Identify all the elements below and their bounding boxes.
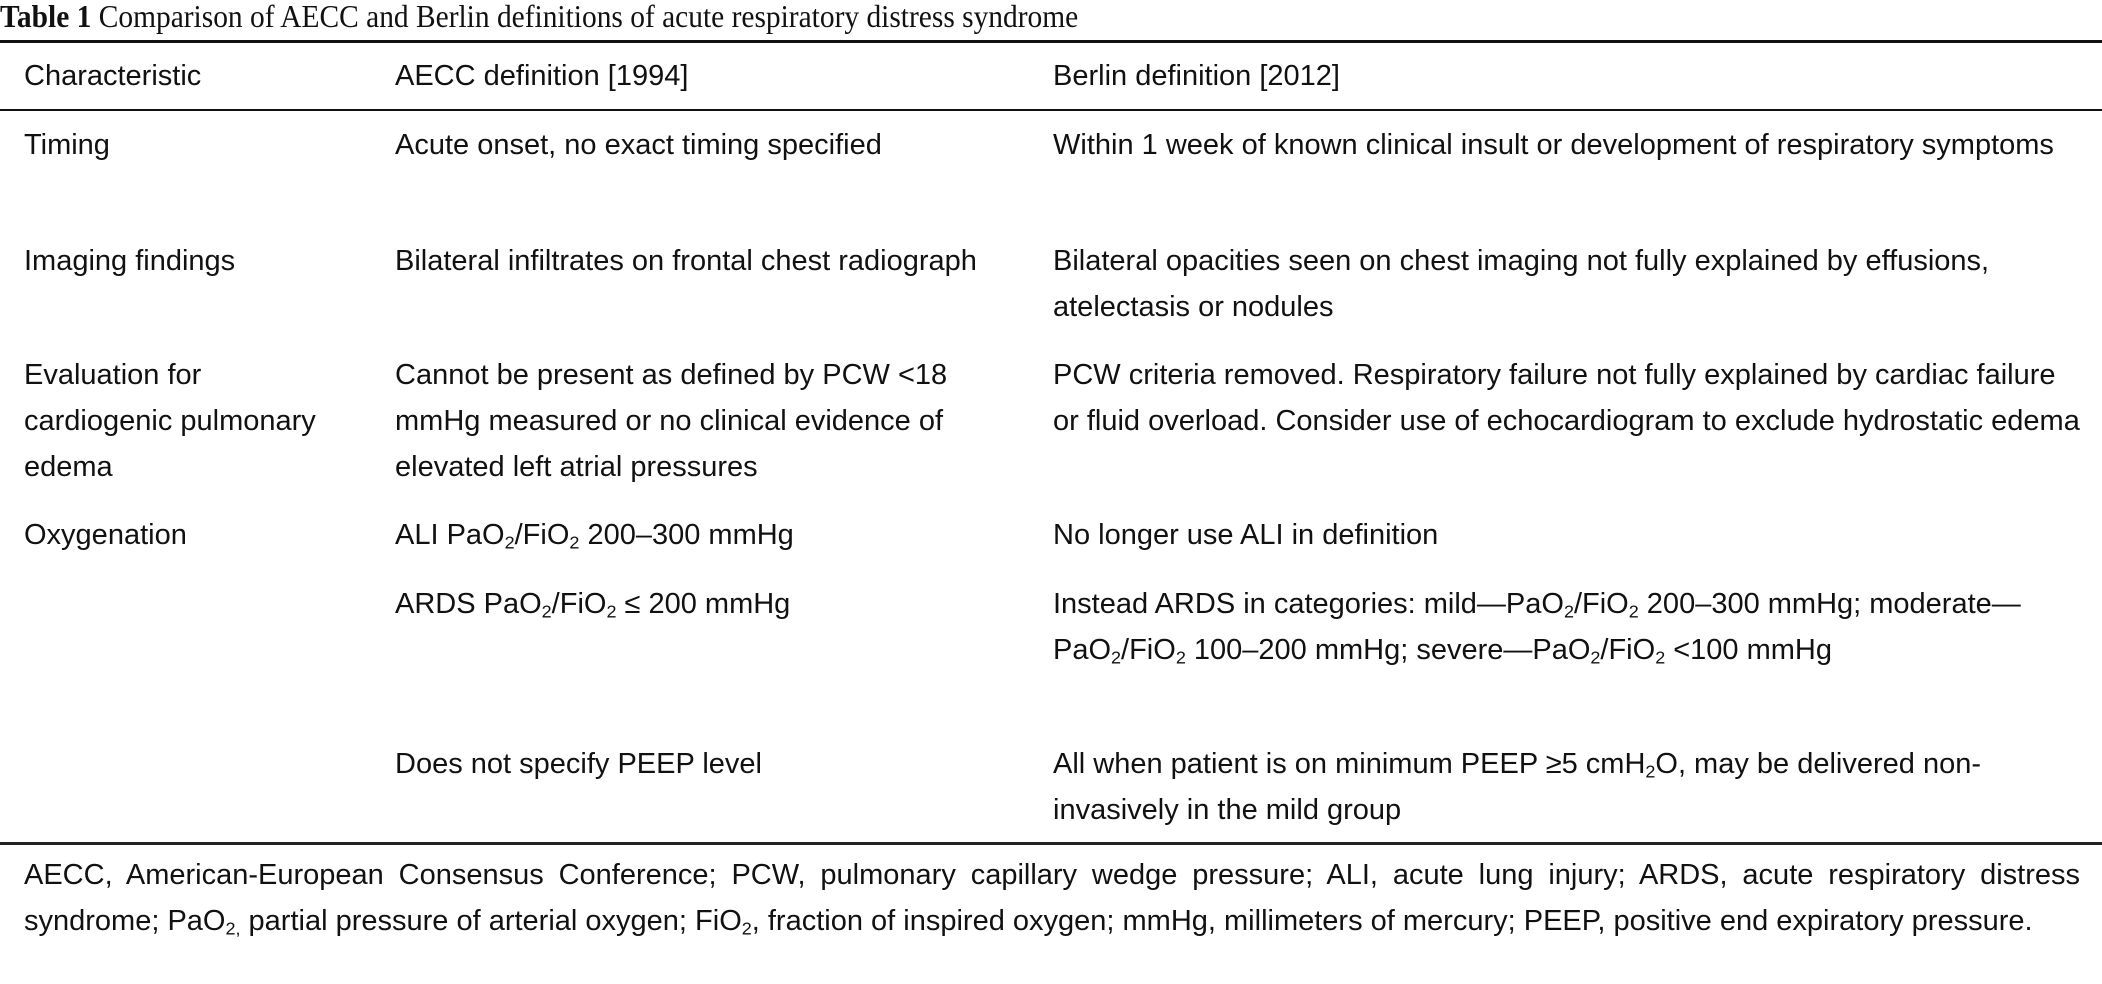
- row-characteristic: Imaging findings: [24, 245, 236, 277]
- bottom-rule: [0, 842, 2102, 845]
- header-berlin: Berlin definition [2012]: [1053, 60, 1340, 92]
- row-aecc: ALI PaO$_2$/FiO$_2$ 200–300 mmHg: [395, 519, 794, 553]
- row-aecc: Acute onset, no exact timing specified: [395, 129, 882, 161]
- row-characteristic: Evaluation for cardiogenic pulmonary edema: [24, 359, 316, 483]
- header-aecc: AECC definition [1994]: [395, 60, 689, 92]
- header-characteristic: Characteristic: [24, 60, 202, 92]
- row-characteristic: Oxygenation: [24, 519, 187, 551]
- top-rule: [0, 40, 2102, 43]
- row-berlin: PCW criteria removed. Respiratory failure not fully explained by cardiac failure or fluid overload. Consider use of echocardiogram to exclude hydrostatic edema: [1053, 359, 2080, 437]
- table-caption: [0, 0, 1078, 40]
- row-aecc: Bilateral infiltrates on frontal chest radiograph: [395, 245, 977, 277]
- row-aecc: Cannot be present as defined by PCW <18 mmHg measured or no clinical evidence of elevated left atrial pressures: [395, 359, 948, 483]
- table-title-text: Comparison of AECC and Berlin definitions of acute respiratory distress syndrome: [98, 0, 1079, 34]
- row-berlin: No longer use ALI in definition: [1053, 519, 1439, 551]
- row-berlin: Bilateral opacities seen on chest imaging not fully explained by effusions, atelectasis or nodules: [1053, 245, 1990, 323]
- row-aecc: ARDS PaO$_2$/FiO$_2$ ≤ 200 mmHg: [395, 588, 791, 622]
- header-rule: [0, 109, 2102, 111]
- table-footnote: AECC, American-European Consensus Conference; PCW, pulmonary capillary wedge pressure; ALI, acute lung injury; ARDS, acute respiratory distress syndrome; PaO$_{2,}$ partial pressure of arterial oxygen; FiO$_2$, fraction of inspired oxygen; mmHg, millimeters of mercury; PEEP, positive end expiratory pressure.: [24, 859, 2080, 939]
- table-number: Table 1: [0, 0, 92, 34]
- row-characteristic: Timing: [24, 129, 110, 161]
- row-aecc: Does not specify PEEP level: [395, 748, 762, 780]
- row-berlin: Instead ARDS in categories: mild—PaO$_2$/FiO$_2$ 200–300 mmHg; moderate—PaO$_2$/FiO$_2$ 100–200 mmHg; severe—PaO$_2$/FiO$_2$ <100 mmHg: [1053, 588, 2021, 668]
- row-berlin: Within 1 week of known clinical insult or development of respiratory symptoms: [1053, 129, 2054, 161]
- row-berlin: All when patient is on minimum PEEP ≥5 cmH$_2$O, may be delivered non-invasively in the mild group: [1053, 748, 1982, 826]
